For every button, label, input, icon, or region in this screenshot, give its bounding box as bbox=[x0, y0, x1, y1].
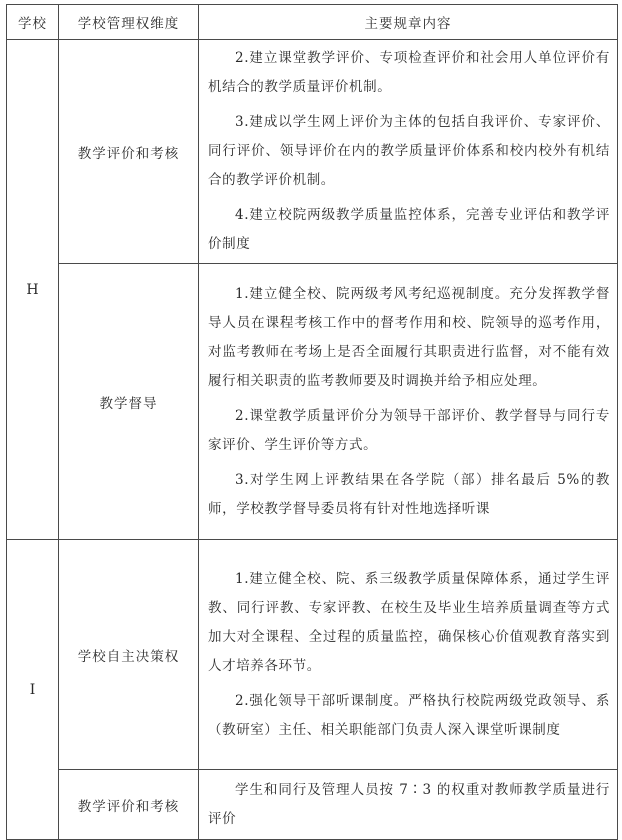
table-row bbox=[7, 770, 618, 840]
content-paragraph: 学生和同行及管理人员按 7∶3 的权重对教师教学质量进行评价 bbox=[208, 781, 610, 827]
table-row bbox=[7, 264, 618, 540]
content-paragraph: 2.强化领导干部听课制度。严格执行校院两级党政领导、系（教研室）主任、相关职能部门负责人深入课堂听课制度 bbox=[208, 692, 610, 738]
header-dimension: 学校管理权维度 bbox=[59, 5, 199, 40]
content-paragraph: 2.课堂教学质量评价分为领导干部评价、教学督导与同行专家评价、学生评价等方式。 bbox=[208, 407, 610, 453]
content-paragraph: 1.建立健全校、院、系三级教学质量保障体系，通过学生评教、同行评教、专家评教、在校生及毕业生培养质量调查等方式加大对全课程、全过程的质量监控，确保核心价值观教育落实到人才培养各环节。 bbox=[208, 570, 610, 674]
content-paragraph: 3.建成以学生网上评价为主体的包括自我评价、专家评价、同行评价、领导评价在内的教学质量评价体系和校内校外有机结合的教学评价机制。 bbox=[208, 114, 610, 188]
dimension-cell: 教学评价和考核 bbox=[59, 40, 199, 264]
content-paragraph: 3.对学生网上评教结果在各学院（部）排名最后 5%的教师，学校教学督导委员将有针对性地选择听课 bbox=[208, 471, 610, 517]
content-cell bbox=[199, 264, 618, 540]
header-row bbox=[7, 5, 618, 40]
dimension-cell: 教学督导 bbox=[59, 264, 199, 540]
school-cell-h: H bbox=[7, 40, 59, 540]
content-cell bbox=[199, 770, 618, 840]
school-cell-i: I bbox=[7, 540, 59, 840]
content-paragraph: 1.建立健全校、院两级考风考纪巡视制度。充分发挥教学督导人员在课程考核工作中的督考作用和校、院领导的巡考作用，对监考教师在考场上是否全面履行其职责进行监督，对不能有效履行相关职责的监考教师要及时调换并给予相应处理。 bbox=[208, 285, 610, 389]
table-row bbox=[7, 540, 618, 770]
content-cell bbox=[199, 540, 618, 770]
content-cell bbox=[199, 40, 618, 264]
dimension-cell: 教学评价和考核 bbox=[59, 770, 199, 840]
header-school: 学校 bbox=[7, 5, 59, 40]
content-paragraph: 4.建立校院两级教学质量监控体系，完善专业评估和教学评价制度 bbox=[208, 207, 610, 252]
content-paragraph: 2.建立课堂教学评价、专项检查评价和社会用人单位评价有机结合的教学质量评价机制。 bbox=[208, 50, 610, 95]
regulation-table bbox=[6, 4, 618, 840]
header-content: 主要规章内容 bbox=[199, 5, 618, 40]
table-row bbox=[7, 40, 618, 264]
dimension-cell: 学校自主决策权 bbox=[59, 540, 199, 770]
